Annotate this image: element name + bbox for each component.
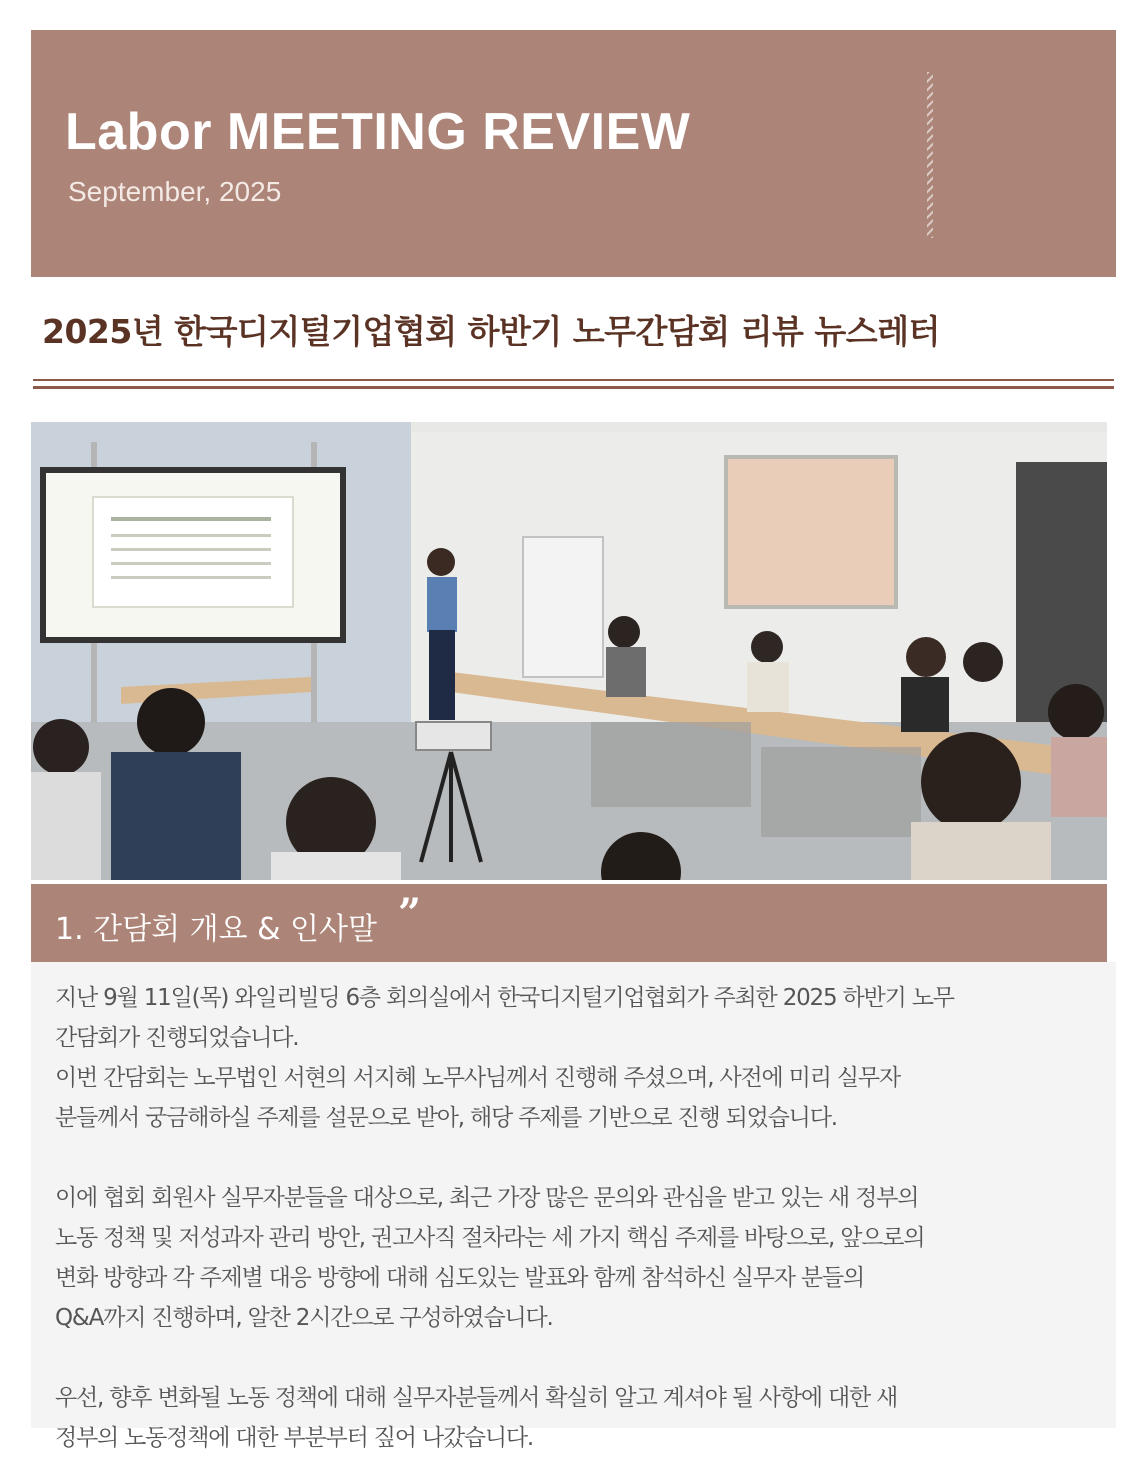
newsletter-title: 2025년 한국디지털기업협회 하반기 노무간담회 리뷰 뉴스레터: [42, 312, 940, 351]
section-title: 1. 간담회 개요 & 인사말: [55, 912, 378, 947]
paragraph-2: 이에 협회 회원사 실무자분들을 대상으로, 최근 가장 많은 문의와 관심을 받고 있는 새 정부의 노동 정책 및 저성과자 관리 방안, 권고사직 절차라는 세 가지 핵심 주제를 바탕으로, 앞으로의 변화 방향과 각 주제별 대응 방향에 대해 심도있는 발표와 함께 참석하신 실무자 분들의 Q&A까지 진행하며, 알찬 2시간으로 구성하였습니다.: [55, 1185, 925, 1331]
header-banner: [31, 30, 1116, 277]
paragraph-3: 우선, 향후 변화될 노동 정책에 대해 실무자분들께서 확실히 알고 계셔야 될 사항에 대한 새 정부의 노동정책에 대한 부분부터 짚어 나갔습니다.: [55, 1385, 898, 1451]
decorative-hatch: [927, 72, 933, 238]
paragraph-1: 지난 9월 11일(목) 와일리빌딩 6층 회의실에서 한국디지털기업협회가 주최한 2025 하반기 노무 간담회가 진행되었습니다. 이번 간담회는 노무법인 서현의 서지혜 노무사님께서 진행해 주셨으며, 사전에 미리 실무자 분들께서 궁금해하실 주제를 설문으로 받아, 해당 주제를 기반으로 진행 되었습니다.: [55, 985, 954, 1131]
header-date: September, 2025: [68, 176, 282, 207]
header-title: Labor MEETING REVIEW: [65, 103, 691, 161]
meeting-photo-illustration: [31, 422, 1107, 880]
divider-thick: [33, 386, 1114, 389]
meeting-photo: [31, 422, 1107, 880]
section-header: [31, 884, 1107, 962]
body-content: [31, 962, 1116, 1451]
divider-thin: [33, 379, 1114, 381]
quote-icon: ”: [398, 890, 422, 937]
